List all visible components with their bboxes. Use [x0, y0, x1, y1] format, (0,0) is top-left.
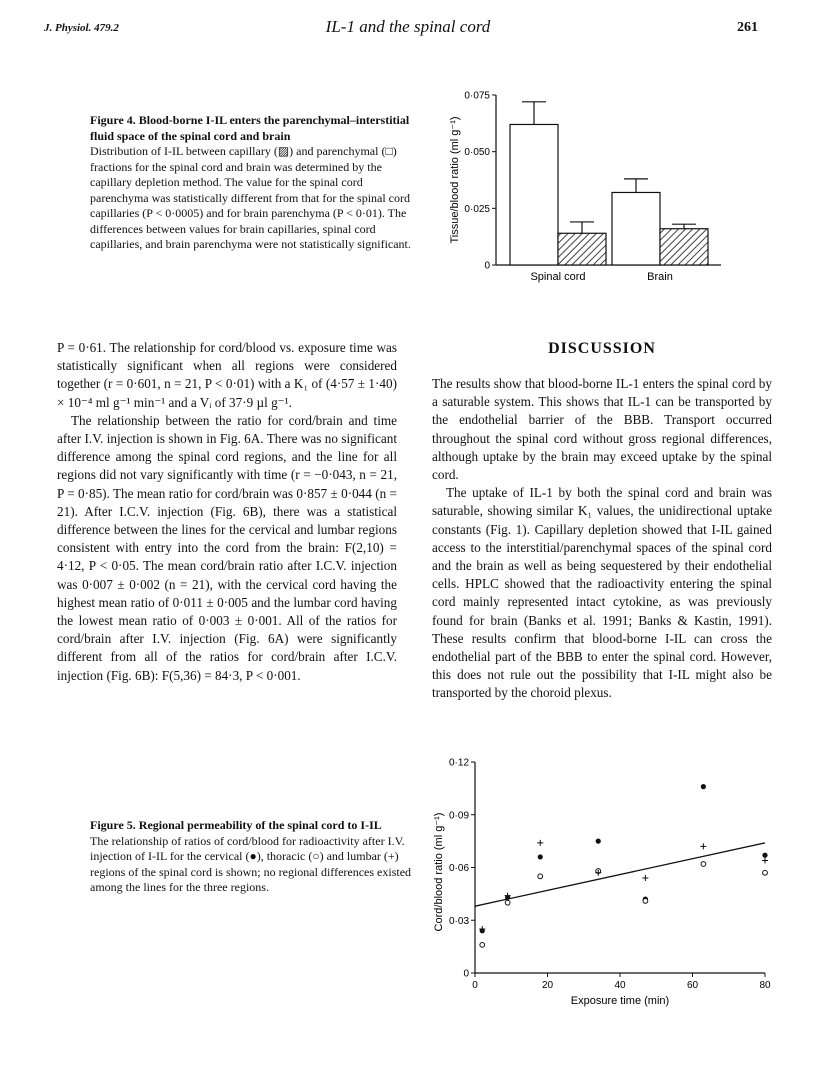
figure5-x-axis-label: Exposure time (min) [570, 995, 670, 1007]
left-paragraph-2: The relationship between the ratio for cord/brain and time after I.V. injection is shown in Fig. 6A. There was no significant difference among the spinal cord regions, and the line for all regions did not vary significantly with time (r = −0·043, n = 21, P = 0·85). The mean ratio for cord/brain was 0·857 ± 0·044 (n = 21). After I.C.V. injection (Fig. 6B), there was a statistical difference between the lines for the cervical and lumbar regions consistent with entry into the cord from the brain: F(2,10) = 4·12, P < 0·05. The mean cord/brain ratio after I.C.V. injection was 0·007 ± 0·002 (n = 21), with the cervical cord having the highest mean ratio of 0·011 ± 0·005 and the lumbar cord having the lowest mean ratio of 0·003 ± 0·001. All of the ratios for cord/brain after I.V. injection (Fig. 6A) were significantly different from all of the ratios for cord/brain after I.C.V. injection (Fig. 6B): F(5,36) = 84·3, P < 0·001. [57, 412, 397, 683]
running-title: IL-1 and the spinal cord [325, 17, 491, 36]
figure4-category-label: Brain [647, 271, 673, 283]
figure5-y-tick-label: 0·06 [448, 863, 469, 874]
figure5-point-cervical [701, 784, 706, 789]
figure4-bar-parenchyma [510, 124, 558, 265]
figure4-y-tick-label: 0 [484, 260, 490, 272]
figure5-x-tick-label: 20 [541, 980, 554, 991]
figure5-caption-body: The relationship of ratios of cord/blood for radioactivity after I.V. injection of I-IL for the cervical (●), thoracic (○) and lumbar (+) regions of the spinal cord is shown; no regional differences existed among the lines for the three regions. [90, 833, 412, 894]
figure5-point-thoracic [701, 862, 706, 867]
figure5-point-thoracic [643, 899, 648, 904]
figure5-caption [90, 818, 414, 896]
journal-reference: J. Physiol. 479.2 [44, 22, 119, 34]
right-paragraph-2: The uptake of IL-1 by both the spinal cord and brain was saturable, showing similar K₁ values, the unidirectional uptake constants (Fig. 1). Capillary depletion showed that I-IL gained access to the interstitial/parenchymal spaces of the spinal cord and the brain as well as being sequestered by their endothelial cells. HPLC showed that the radioactivity entering the spinal cord mainly represented intact cytokine, as was previously found for brain (Banks et al. 1991; Banks & Kastin, 1991). These results confirm that blood-borne I-IL can cross the endothelial part of the BBB to enter the spinal cord. However, this does not rule out the possibility that I-IL might also be transported by the choroid plexus. [432, 485, 772, 701]
figure4-caption-title: Figure 4. Blood-borne I-IL enters the parenchymal–interstitial fluid space of the spinal cord and brain [90, 113, 410, 143]
figure5-regression-line [475, 843, 765, 906]
figure5-point-cervical [762, 853, 767, 858]
figure4-bar-chart [436, 82, 726, 292]
figure5-scatter-chart [420, 752, 790, 1012]
figure4-caption [90, 113, 420, 253]
figure5-point-lumbar [537, 840, 543, 846]
page-number: 261 [737, 20, 758, 35]
left-column-text [57, 339, 397, 685]
figure5-point-cervical [596, 839, 601, 844]
right-column-text [432, 375, 772, 703]
figure4-y-axis-label: Tissue/blood ratio (ml g⁻¹) [449, 116, 461, 244]
figure4-bar-capillary [660, 229, 708, 265]
figure4-y-tick-label: 0·050 [464, 147, 490, 159]
figure5-y-tick-label: 0·09 [448, 810, 469, 822]
figure5-point-thoracic [763, 870, 768, 875]
figure5-point-thoracic [505, 900, 510, 905]
figure4-y-tick-label: 0·025 [464, 203, 490, 215]
figure4-bar-capillary [558, 233, 606, 265]
figure4-caption-body: Distribution of I-IL between capillary (▨) and parenchymal (□) fractions for the spinal cord and brain was determined by the capillary depletion method. The value for the spinal cord parenchyma was statistically different from that for the spinal cord capillaries (P < 0·0005) and for brain parenchyma (P < 0·01). The differences between values for brain capillaries, spinal cord capillaries, and brain parenchyma were not statistically significant. [90, 144, 411, 251]
figure5-point-lumbar [762, 857, 768, 863]
figure4-bar-parenchyma [612, 192, 660, 265]
figure5-point-thoracic [480, 942, 485, 947]
figure5-x-tick-label: 0 [472, 980, 478, 991]
figure5-y-tick-label: 0 [463, 968, 469, 980]
figure5-x-tick-label: 40 [614, 980, 626, 991]
figure5-point-thoracic [538, 874, 543, 879]
figure5-y-tick-label: 0·12 [448, 757, 469, 769]
left-paragraph-1: P = 0·61. The relationship for cord/blood vs. exposure time was statistically significant when all regions were considered together (r = 0·601, n = 21, P < 0·01) with a K₁ of (4·57 ± 1·40) × 10⁻⁴ ml g⁻¹ min⁻¹ and a Vᵢ of 37·9 µl g⁻¹. [57, 340, 397, 410]
figure5-x-tick-label: 80 [759, 980, 771, 991]
figure5-point-cervical [538, 854, 543, 859]
figure5-point-lumbar [642, 875, 648, 881]
figure5-y-axis-label: Cord/blood ratio (ml g⁻¹) [433, 812, 445, 932]
figure5-caption-title: Figure 5. Regional permeability of the spinal cord to I-IL [90, 818, 382, 832]
figure4-y-tick-label: 0·075 [464, 90, 490, 102]
figure4-category-label: Spinal cord [530, 271, 586, 283]
discussion-heading: DISCUSSION [548, 340, 656, 357]
figure5-x-tick-label: 60 [686, 980, 699, 991]
figure5-point-lumbar [700, 843, 706, 849]
figure5-y-tick-label: 0·03 [448, 915, 469, 927]
right-paragraph-1: The results show that blood-borne IL-1 enters the spinal cord by a saturable system. This shows that IL-1 can be transported by the endothelial barrier of the BBB. Transport occurred throughout the spinal cord without gross regional differences, although uptake by the brain may exceed uptake by the spinal cord. [432, 376, 772, 483]
